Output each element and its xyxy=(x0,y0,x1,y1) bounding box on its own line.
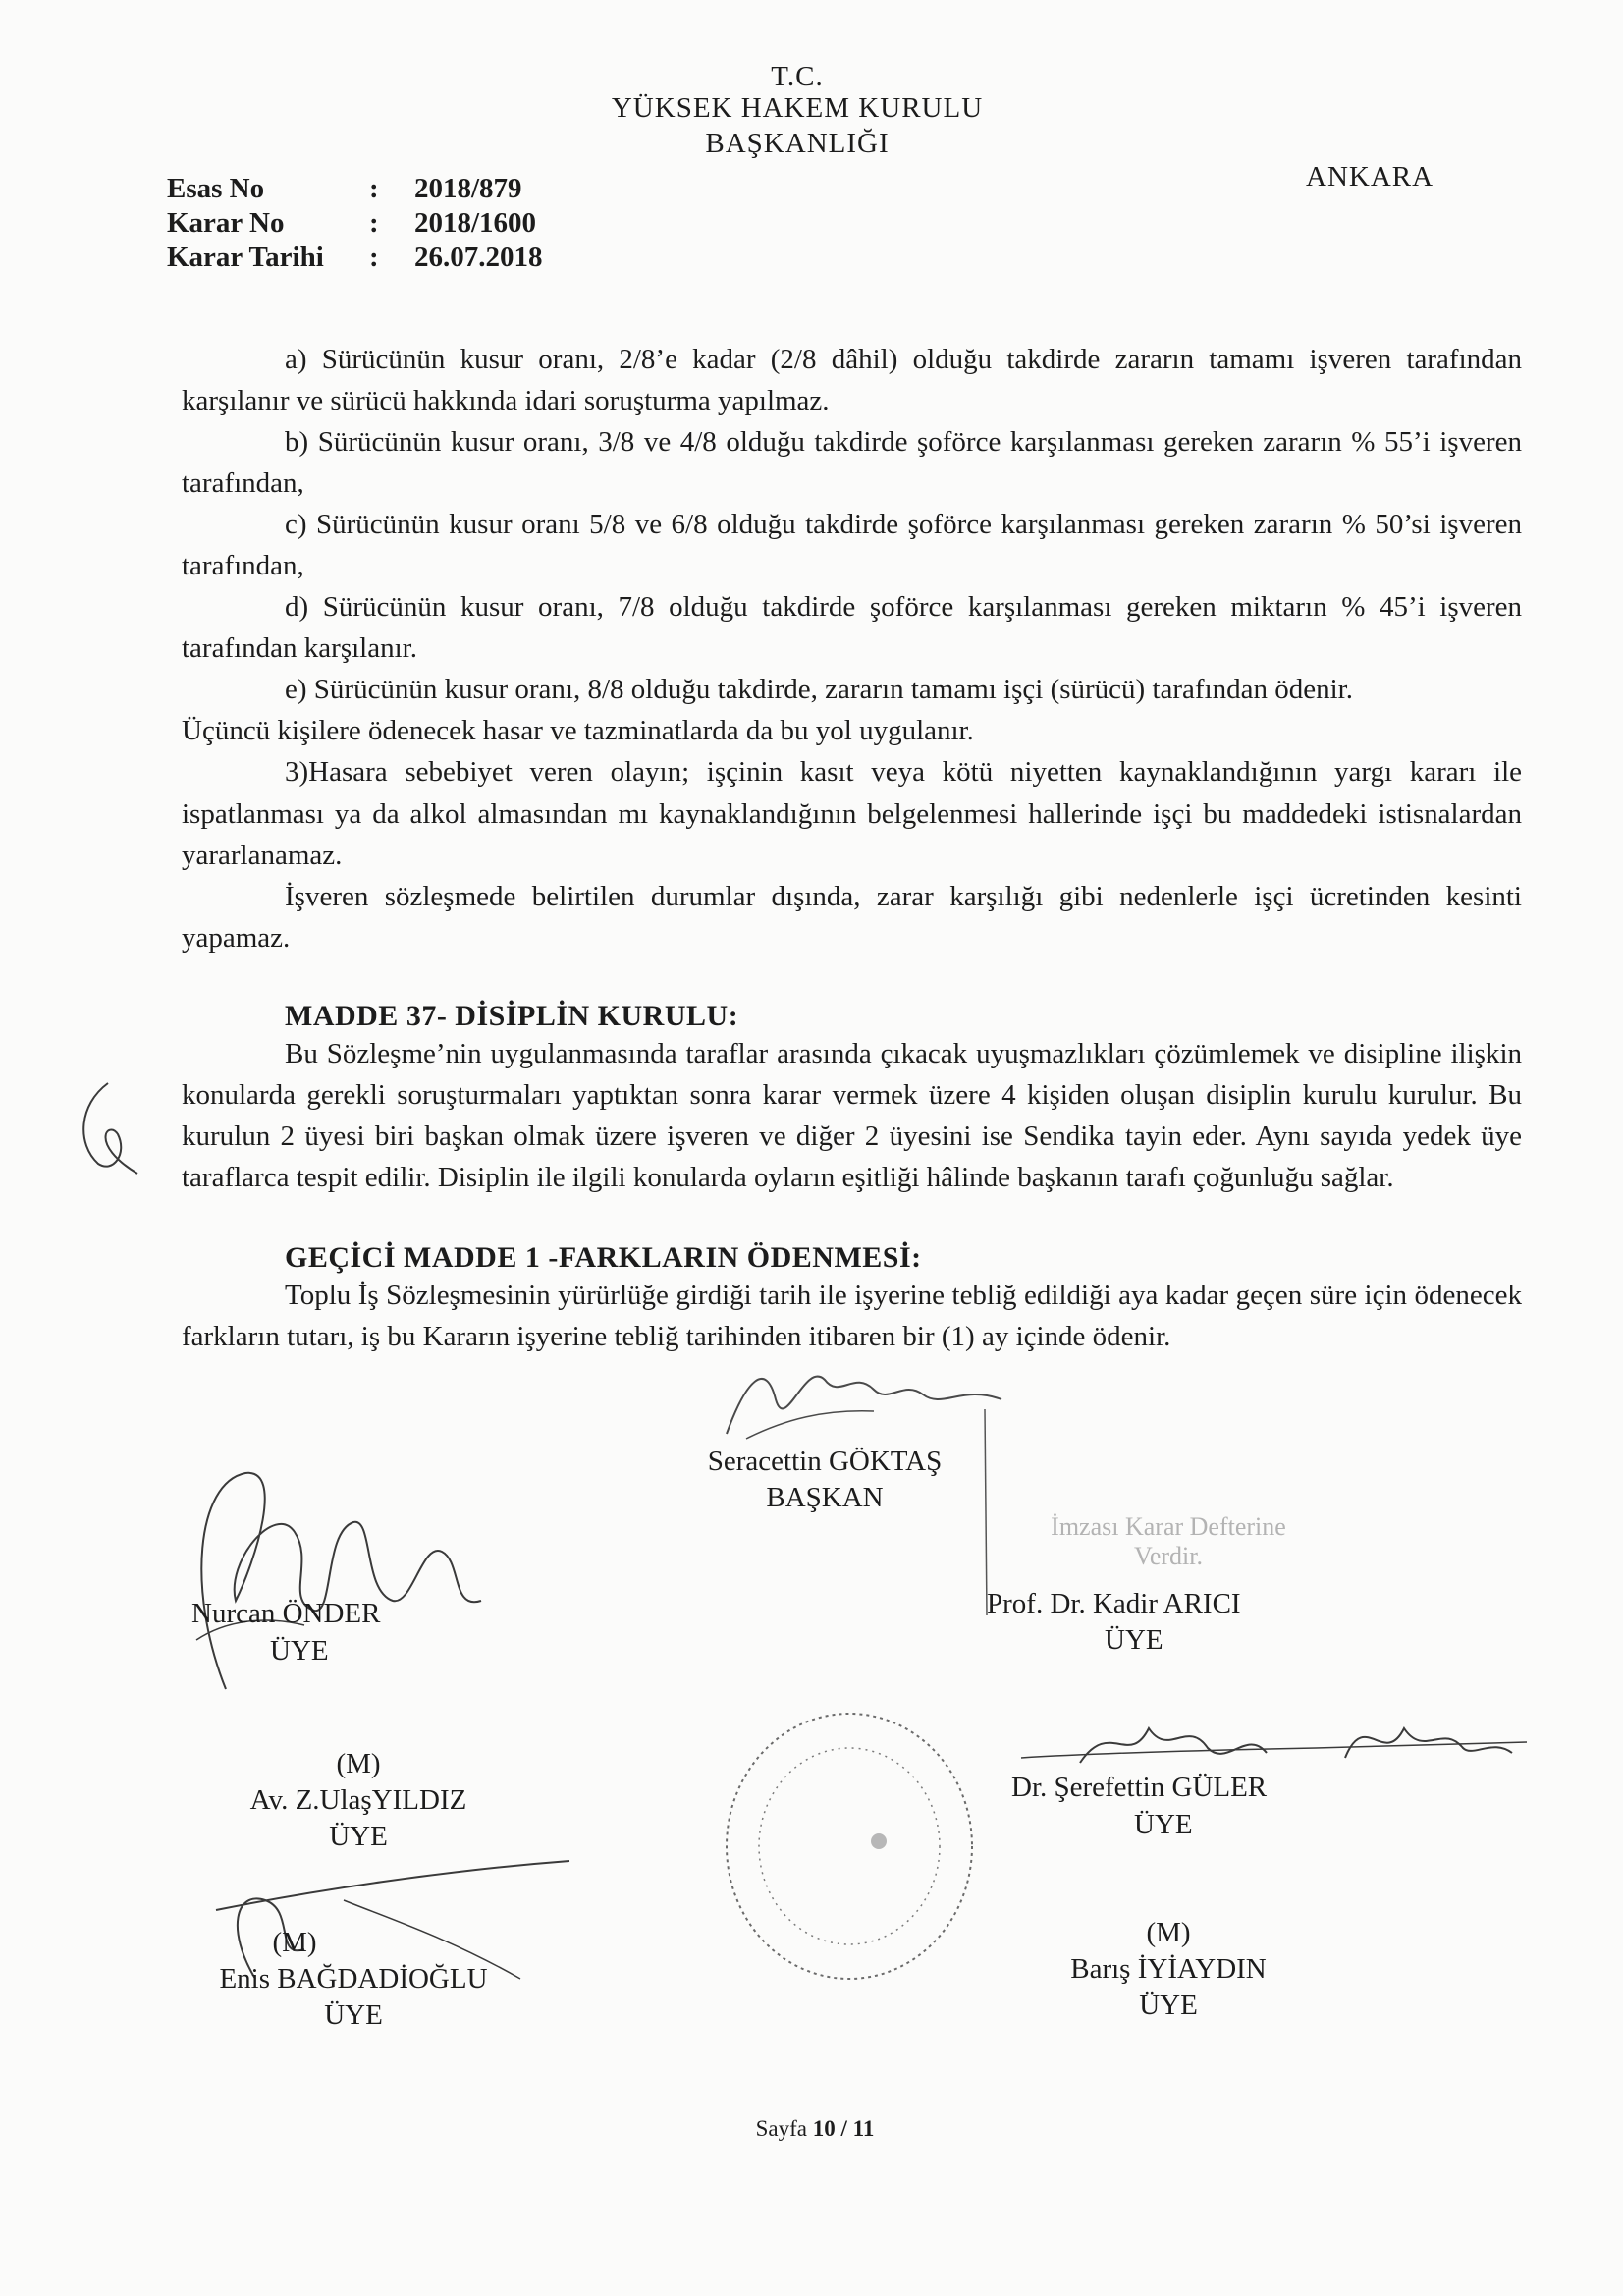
member6-name: Barış İYİAYDIN xyxy=(1070,1953,1267,1985)
paragraph-b: b) Sürücünün kusur oranı, 3/8 ve 4/8 olduğu takdirde şoförce karşılanması gereken zararın % 55’i işveren tarafından, xyxy=(182,426,1522,500)
member2-role: ÜYE xyxy=(1105,1624,1163,1656)
separator: : xyxy=(369,173,379,204)
paragraph-employer: İşveren sözleşmede belirtilen durumlar dışında, zarar karşılığı gibi nedenlerle işçi ücretinden kesinti yapamaz. xyxy=(182,880,1522,954)
member2-name: Prof. Dr. Kadir ARICI xyxy=(987,1588,1241,1619)
page-number xyxy=(668,2116,962,2142)
esas-label: Esas No xyxy=(167,173,265,204)
karar-label: Karar No xyxy=(167,207,285,239)
member4-name: Dr. Şerefettin GÜLER xyxy=(1011,1772,1268,1803)
page-prefix: Sayfa xyxy=(755,2116,807,2141)
member6-role: ÜYE xyxy=(1139,1990,1198,2021)
paragraph-third-party: Üçüncü kişilere ödenecek hasar ve tazminatlarda da bu yol uygulanır. xyxy=(182,715,974,747)
president-name: Seracettin GÖKTAŞ xyxy=(707,1446,943,1477)
member3-mark: (M) xyxy=(336,1748,381,1779)
member6-mark: (M) xyxy=(1146,1917,1191,1948)
tarih-label: Karar Tarihi xyxy=(167,242,324,273)
stamp-note-line2: Verdir. xyxy=(1133,1542,1204,1570)
page-separator: / xyxy=(840,2116,847,2141)
gecici-heading: GEÇİCİ MADDE 1 -FARKLARIN ÖDENMESİ: xyxy=(285,1240,922,1274)
member1-name: Nurcan ÖNDER xyxy=(191,1598,381,1629)
member3-name: Av. Z.UlaşYILDIZ xyxy=(249,1784,467,1816)
member5-name: Enis BAĞDADİOĞLU xyxy=(219,1963,488,1995)
esas-value: 2018/879 xyxy=(414,173,522,204)
paragraph-3: 3)Hasara sebebiyet veren olayın; işçinin kasıt veya kötü niyetten kaynaklandığının yargı kararı ile ispatlanması ya da alkol almasından mı kaynaklandığının belgelenmesi hallerinde işçi bu maddedeki istisnalardan yararlanamaz. xyxy=(182,756,1522,871)
paragraph-e: e) Sürücünün kusur oranı, 8/8 olduğu takdirde, zararın tamamı işçi (sürücü) tarafından ödenir. xyxy=(285,674,1353,706)
body-text xyxy=(182,339,1522,1357)
header-presidency: BAŞKANLIĞI xyxy=(705,128,890,159)
member5-role: ÜYE xyxy=(324,1999,383,2031)
president-role: BAŞKAN xyxy=(766,1482,884,1513)
tarih-row xyxy=(167,242,549,276)
karar-value: 2018/1600 xyxy=(414,207,537,239)
paragraph-d: d) Sürücünün kusur oranı, 7/8 olduğu takdirde şoförce karşılanması gereken miktarın % 45’i işveren tarafından karşılanır. xyxy=(182,591,1522,665)
separator: : xyxy=(369,207,379,239)
esas-row xyxy=(167,173,549,207)
header-tc: T.C. xyxy=(771,61,824,92)
member4-role: ÜYE xyxy=(1134,1809,1193,1840)
stamp-note-line1: İmzası Karar Defterine xyxy=(1051,1512,1286,1541)
separator: : xyxy=(369,242,379,273)
official-seal xyxy=(707,1694,992,1998)
page-current: 10 xyxy=(812,2116,836,2141)
header-city: ANKARA xyxy=(1306,161,1434,192)
page-total: 11 xyxy=(852,2116,875,2141)
margin-initial-mark xyxy=(69,1075,147,1183)
paragraph-c: c) Sürücünün kusur oranı 5/8 ve 6/8 olduğu takdirde şoförce karşılanması gereken zararın % 50’si işveren tarafından, xyxy=(182,509,1522,582)
member5-mark: (M) xyxy=(272,1927,317,1958)
madde37-heading: MADDE 37- DİSİPLİN KURULU: xyxy=(285,999,739,1032)
member3-role: ÜYE xyxy=(329,1821,388,1852)
madde37-text: Bu Sözleşme’nin uygulanmasında taraflar arasında çıkacak uyuşmazlıkları çözümlemek ve disipline ilişkin konularda gerekli soruşturmaları yaptıktan sonra karar vermek üzere 4 kişiden oluşan disiplin kurulu kurulur. Bu kurulun 2 üyesi biri başkan olmak üzere işveren ve diğer 2 üyesini ise Sendika tayin eder. Aynı sayıda yedek üye taraflarca tespit edilir. Disiplin ile ilgili konularda oyların eşitliği hâlinde başkanın tarafı çoğunluğu sağlar. xyxy=(182,1037,1522,1193)
case-metadata xyxy=(167,173,549,276)
paragraph-a: a) Sürücünün kusur oranı, 2/8’e kadar (2/8 dâhil) olduğu takdirde zararın tamamı işveren tarafından karşılanır ve sürücü hakkında idari soruşturma yapılmaz. xyxy=(182,344,1522,417)
karar-row xyxy=(167,207,549,242)
member1-role: ÜYE xyxy=(270,1635,329,1667)
tarih-value: 26.07.2018 xyxy=(414,242,543,273)
gecici-text: Toplu İş Sözleşmesinin yürürlüğe girdiği tarih ile işyerine tebliğ edildiği aya kadar geçen süre için ödenecek farkların tutarı, iş bu Kararın işyerine tebliğ tarihinden itibaren bir (1) ay içinde ödenir. xyxy=(182,1279,1522,1352)
header-institution: YÜKSEK HAKEM KURULU xyxy=(611,92,984,124)
